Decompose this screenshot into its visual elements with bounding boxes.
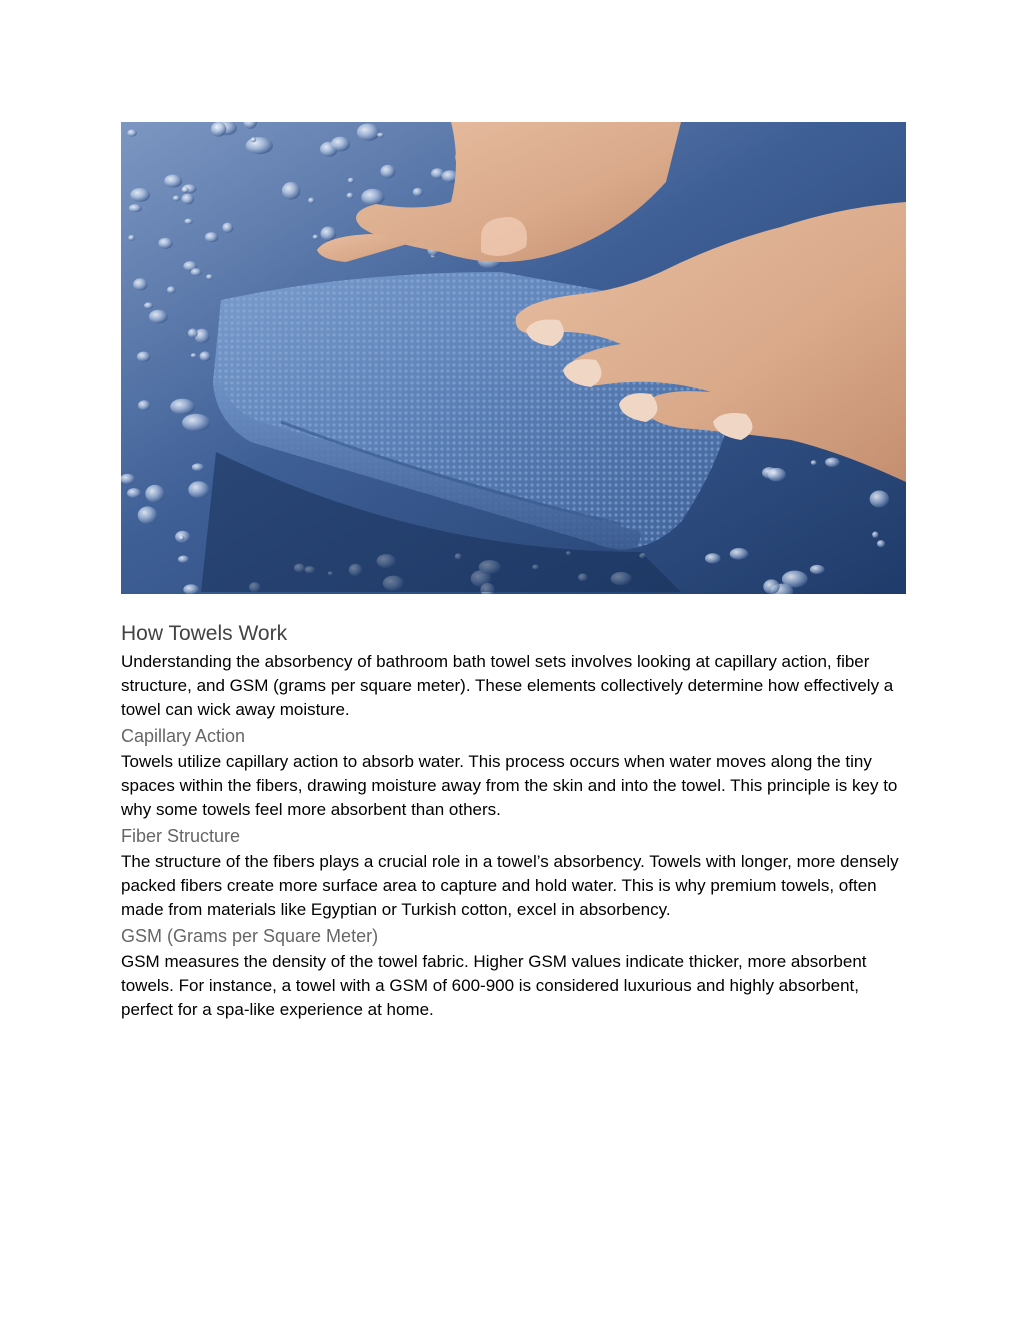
gsm-heading: GSM (Grams per Square Meter) bbox=[121, 926, 379, 946]
page-title: How Towels Work bbox=[121, 622, 288, 645]
towel-photo bbox=[121, 122, 906, 594]
intro-paragraph: Understanding the absorbency of bathroom bath towel sets involves looking at capillary action, fiber structure, and GSM (grams per square meter). These elements collectively determine how effectively a towel can wick away moisture. bbox=[121, 652, 894, 719]
fiber-heading: Fiber Structure bbox=[121, 826, 241, 846]
article-content bbox=[121, 618, 907, 1022]
gsm-paragraph: GSM measures the density of the towel fabric. Higher GSM values indicate thicker, more absorbent towels. For instance, a towel with a GSM of 600-900 is considered luxurious and highly absorbent, perfect for a spa-like experience at home. bbox=[121, 952, 867, 1019]
hero-image bbox=[121, 122, 906, 594]
capillary-paragraph: Towels utilize capillary action to absorb water. This process occurs when water moves along the tiny spaces within the fibers, drawing moisture away from the skin and into the towel. This principle is key to why some towels feel more absorbent than others. bbox=[121, 752, 898, 819]
fiber-paragraph: The structure of the fibers plays a crucial role in a towel’s absorbency. Towels with longer, more densely packed fibers create more surface area to capture and hold water. This is why premium towels, often made from materials like Egyptian or Turkish cotton, excel in absorbency. bbox=[121, 852, 899, 919]
capillary-heading: Capillary Action bbox=[121, 726, 246, 746]
